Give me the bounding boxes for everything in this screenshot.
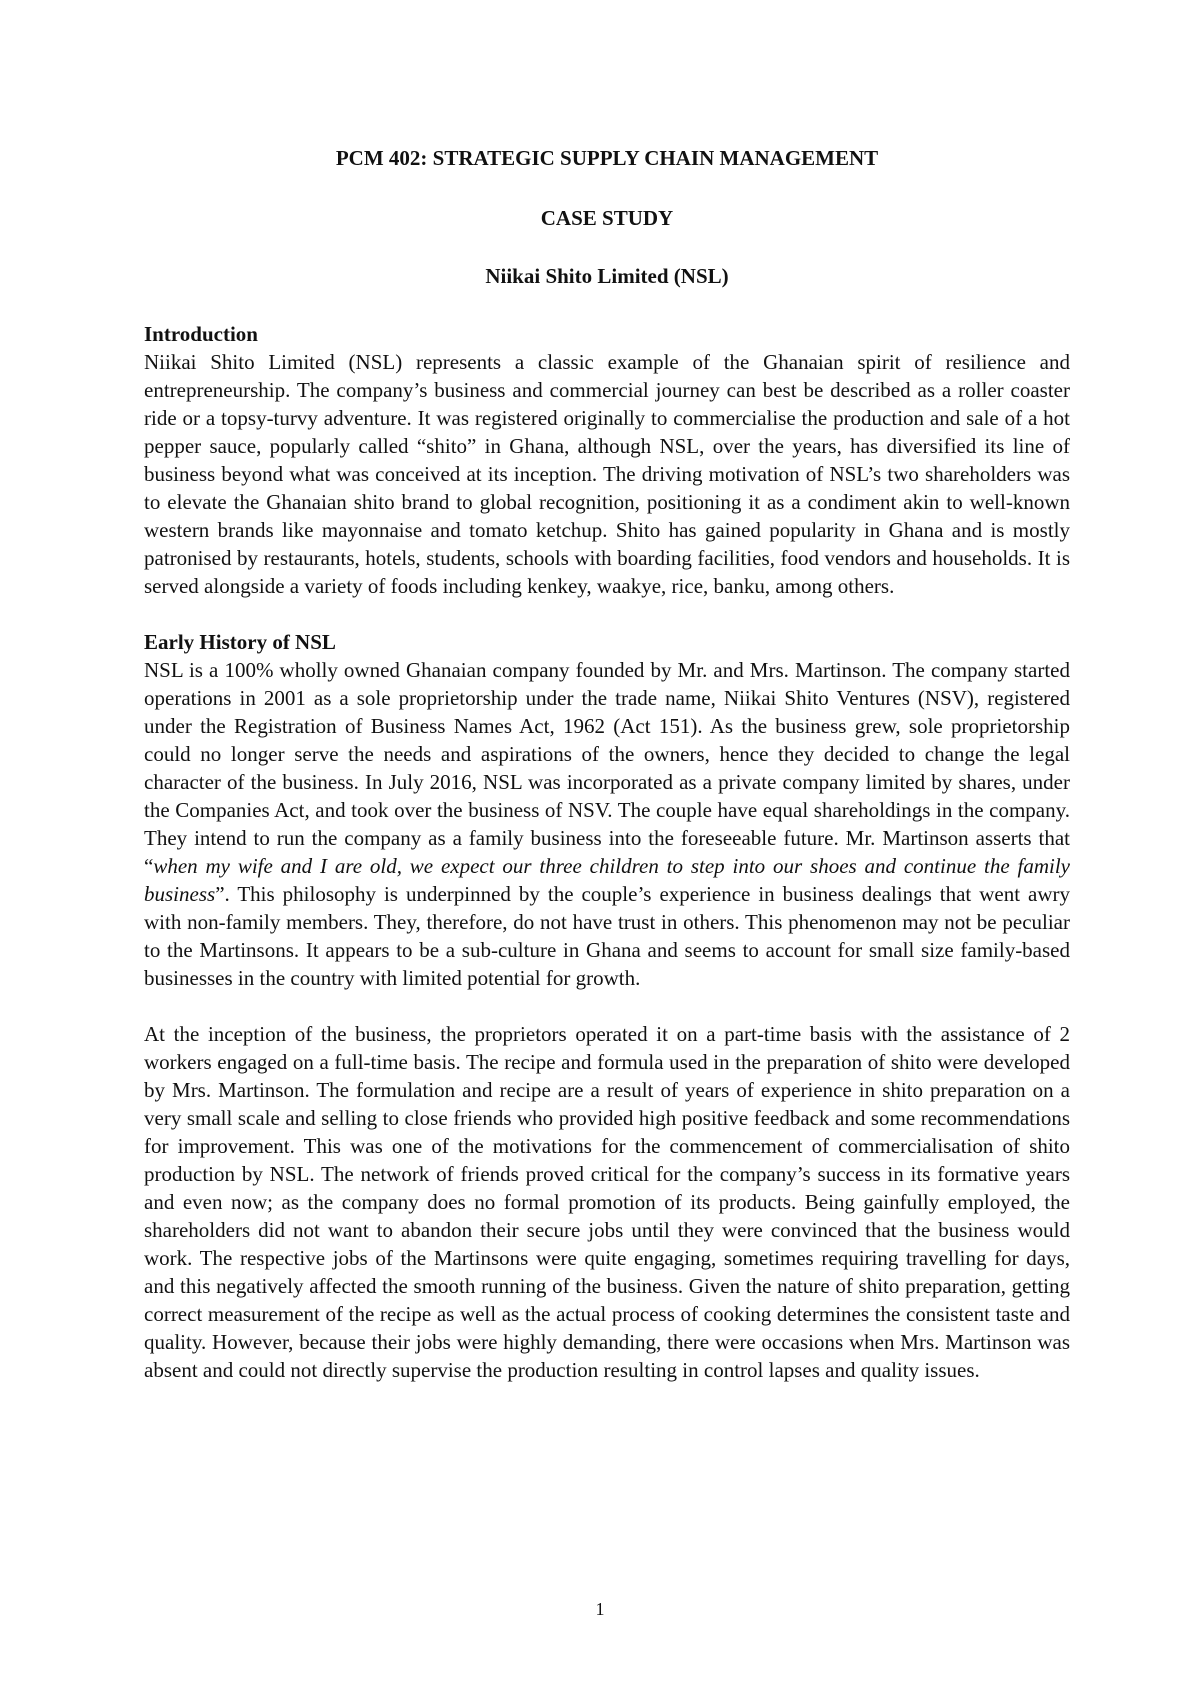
page-number: 1 [595,1599,605,1619]
introduction-paragraph: Niikai Shito Limited (NSL) represents a classic example of the Ghanaian spirit of resilience and entrepreneurship. The company’s business and commercial journey can best be described as a roller coaster ride or a topsy-turvy adventure. It was registered originally to commercialise the production and sale of a hot pepper sauce, popularly called “shito” in Ghana, although NSL, over the years, has diversified its line of business beyond what was conceived at its inception. The driving motivation of NSL’s two shareholders was to elevate the Ghanaian shito brand to global recognition, positioning it as a condiment akin to well-known western brands like mayonnaise and tomato ketchup. Shito has gained popularity in Ghana and is mostly patronised by restaurants, hotels, students, schools with boarding facilities, food vendors and households. It is served alongside a variety of foods including kenkey, waakye, rice, banku, among others. [144,350,1070,598]
document-type-title: CASE STUDY [540,206,674,230]
early-history-paragraph-2: At the inception of the business, the proprietors operated it on a part-time basis with the assistance of 2 workers engaged on a full-time basis. The recipe and formula used in the preparation of shito were developed by Mrs. Martinson. The formulation and recipe are a result of years of experience in shito preparation on a very small scale and selling to close friends who provided high positive feedback and some recommendations for improvement. This was one of the motivations for the commencement of commercialisation of shito production by NSL. The network of friends proved critical for the company’s success in its formative years and even now; as the company does no formal promotion of its products. Being gainfully employed, the shareholders did not want to abandon their secure jobs until they were convinced that the business would work. The respective jobs of the Martinsons were quite engaging, sometimes requiring travelling for days, and this negatively affected the smooth running of the business. Given the nature of shito preparation, getting correct measurement of the recipe as well as the actual process of cooking determines the consistent taste and quality. However, because their jobs were highly demanding, there were occasions when Mrs. Martinson was absent and could not directly supervise the production resulting in control lapses and quality issues. [144,1022,1070,1382]
course-title: PCM 402: STRATEGIC SUPPLY CHAIN MANAGEMENT [335,146,879,170]
page-content [144,144,1070,1384]
early-history-p1-part-2: ”. This philosophy is underpinned by the couple’s experience in business dealings that went awry with non-family members. They, therefore, do not have trust in others. This phenomenon may not be peculiar to the Martinsons. It appears to be a sub-culture in Ghana and seems to account for small size family-based businesses in the country with limited potential for growth. [144,882,1070,990]
martinson-quote: when my wife and I are old, we expect our three children to step into our shoes and continue the family business [144,854,1070,906]
early-history-p1-part-1: NSL is a 100% wholly owned Ghanaian company founded by Mr. and Mrs. Martinson. The company started operations in 2001 as a sole proprietorship under the trade name, Niikai Shito Ventures (NSV), registered under the Registration of Business Names Act, 1962 (Act 151). As the business grew, sole proprietorship could no longer serve the needs and aspirations of the owners, hence they decided to change the legal character of the business. In July 2016, NSL was incorporated as a private company limited by shares, under the Companies Act, and took over the business of NSV. The couple have equal shareholdings in the company. They intend to run the company as a family business into the foreseeable future. Mr. Martinson asserts that “ [144,658,1070,878]
early-history-paragraph-1 [144,656,1070,992]
introduction-heading: Introduction [144,322,258,346]
early-history-heading: Early History of NSL [144,630,336,654]
company-title: Niikai Shito Limited (NSL) [485,264,729,288]
